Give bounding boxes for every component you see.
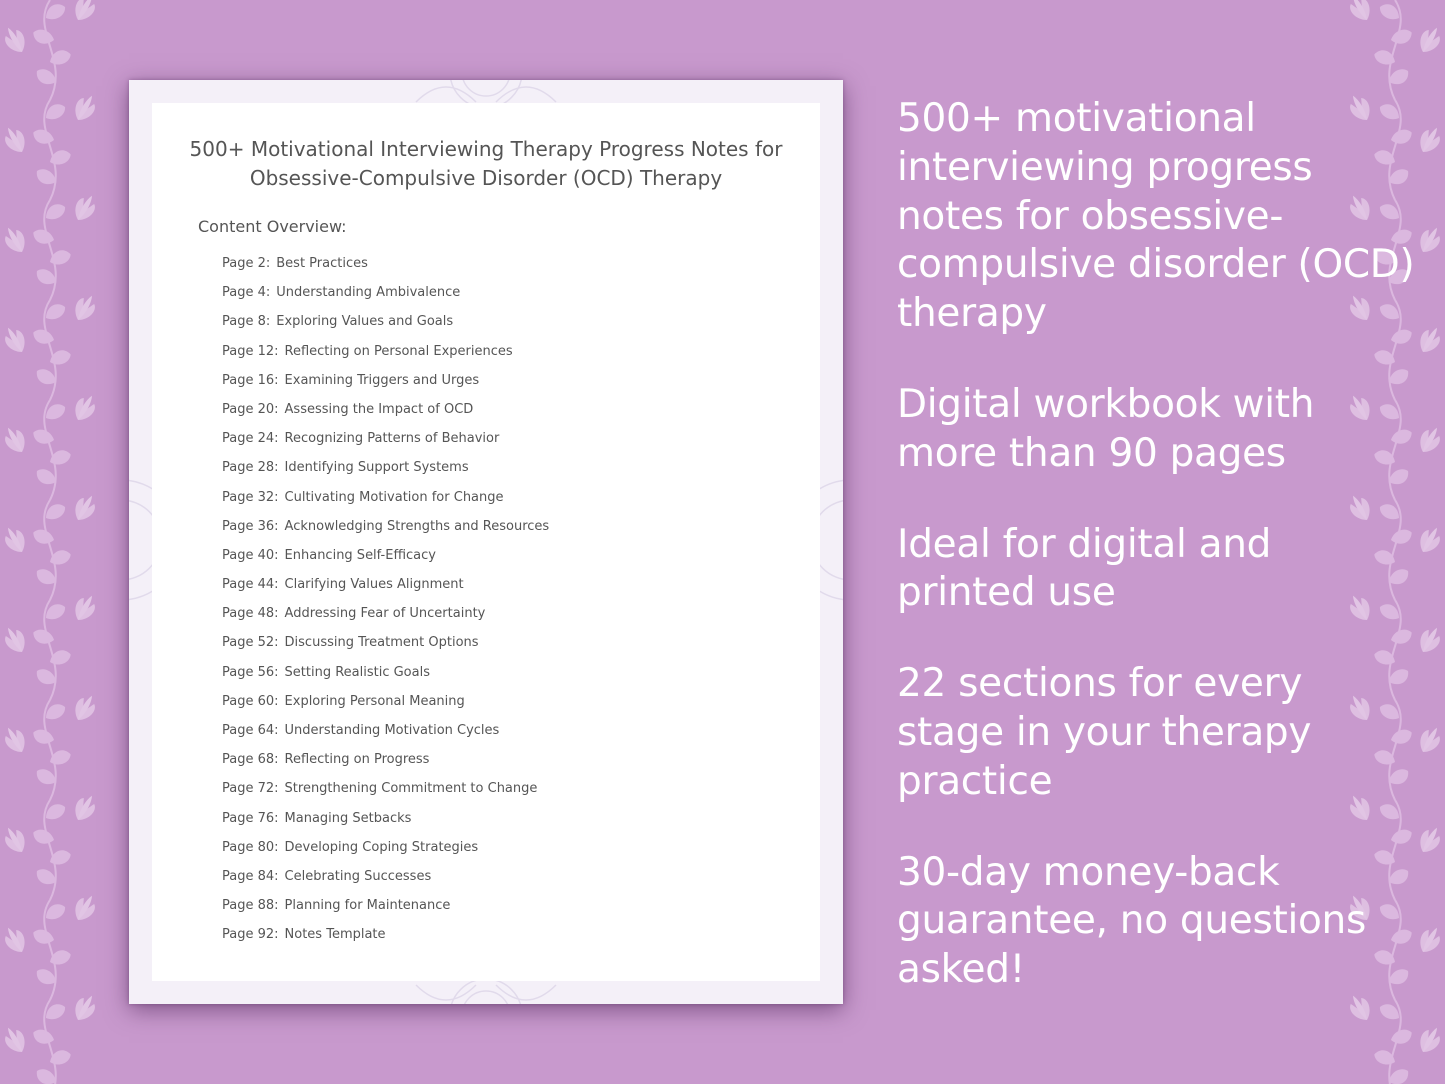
toc-section-label: Celebrating Successes [284, 868, 432, 884]
toc-page-number: Page 44: [222, 577, 279, 593]
toc-page-number: Page 88: [222, 898, 279, 914]
toc-page-number: Page 40: [222, 547, 279, 563]
document-title [152, 135, 820, 193]
toc-item [222, 691, 549, 720]
toc-item [222, 837, 549, 866]
toc-section-label: Recognizing Patterns of Behavior [284, 431, 500, 447]
toc-item [222, 428, 549, 457]
toc-section-label: Cultivating Motivation for Change [284, 489, 504, 505]
toc-item [222, 399, 549, 428]
toc-section-label: Assessing the Impact of OCD [284, 401, 474, 417]
toc-section-label: Best Practices [276, 256, 368, 271]
document-title-line-1: 500+ Motivational Interviewing Therapy Progress Notes for [189, 137, 783, 161]
toc-section-label: Identifying Support Systems [284, 460, 469, 476]
toc-page-number: Page 36: [222, 518, 279, 534]
toc-item [222, 866, 549, 895]
toc-item [222, 370, 549, 399]
toc-item [222, 311, 549, 340]
toc-section-label: Discussing Treatment Options [284, 635, 479, 651]
toc-item [222, 924, 549, 953]
feature-item: 30-day money-back guarantee, no questions asked! [897, 849, 1366, 993]
document-content [152, 103, 820, 981]
toc-page-number: Page 8: [222, 314, 271, 330]
toc-section-label: Clarifying Values Alignment [284, 577, 464, 593]
toc-item [222, 749, 549, 778]
document-page [129, 80, 843, 1004]
toc-page-number: Page 80: [222, 839, 279, 855]
document-title-line-2: Obsessive-Compulsive Disorder (OCD) Therapy [249, 166, 723, 190]
toc-section-label: Strengthening Commitment to Change [284, 781, 538, 797]
toc-item [222, 603, 549, 632]
toc-section-label: Understanding Motivation Cycles [284, 723, 500, 738]
toc-item [222, 545, 549, 574]
toc-page-number: Page 60: [222, 693, 279, 709]
toc-section-label: Planning for Maintenance [284, 898, 451, 914]
floral-vine-left-icon [0, 0, 100, 1084]
toc-section-label: Acknowledging Strengths and Resources [284, 518, 550, 534]
toc-page-number: Page 76: [222, 810, 279, 826]
toc-item [222, 632, 549, 661]
toc-page-number: Page 64: [222, 723, 279, 738]
toc-section-label: Managing Setbacks [284, 810, 412, 826]
toc-item [222, 457, 549, 486]
toc-page-number: Page 48: [222, 606, 279, 622]
feature-item: 500+ motivational interviewing progress notes for obsessive-compulsive disorder (OCD) therapy [897, 96, 1415, 337]
toc-page-number: Page 12: [222, 343, 279, 359]
toc-section-label: Setting Realistic Goals [284, 664, 430, 680]
toc-item [222, 574, 549, 603]
toc-page-number: Page 16: [222, 372, 279, 388]
toc-page-number: Page 4: [222, 285, 271, 301]
table-of-contents [222, 253, 549, 954]
toc-page-number: Page 52: [222, 635, 279, 651]
toc-page-number: Page 32: [222, 489, 279, 505]
toc-section-label: Exploring Personal Meaning [284, 693, 465, 709]
toc-item [222, 808, 549, 837]
toc-section-label: Examining Triggers and Urges [284, 372, 480, 388]
toc-section-label: Developing Coping Strategies [284, 839, 479, 855]
toc-page-number: Page 28: [222, 460, 279, 476]
toc-item [222, 895, 549, 924]
feature-item: 22 sections for every stage in your therapy practice [897, 661, 1312, 804]
toc-item [222, 720, 549, 749]
toc-page-number: Page 2: [222, 256, 271, 271]
toc-item [222, 778, 549, 807]
feature-list [897, 95, 1417, 1037]
toc-item [222, 487, 549, 516]
content-overview-heading: Content Overview: [198, 217, 347, 236]
toc-section-label: Exploring Values and Goals [276, 314, 454, 330]
toc-page-number: Page 24: [222, 431, 279, 447]
toc-section-label: Enhancing Self-Efficacy [284, 547, 436, 563]
toc-page-number: Page 92: [222, 927, 279, 943]
toc-section-label: Notes Template [284, 927, 386, 943]
toc-section-label: Reflecting on Progress [284, 752, 430, 768]
feature-item: Ideal for digital and printed use [897, 521, 1272, 616]
toc-item [222, 253, 549, 282]
toc-page-number: Page 56: [222, 664, 279, 680]
toc-page-number: Page 84: [222, 868, 279, 884]
toc-item [222, 516, 549, 545]
feature-item: Digital workbook with more than 90 pages [897, 381, 1315, 476]
toc-page-number: Page 68: [222, 752, 279, 768]
toc-section-label: Understanding Ambivalence [276, 285, 461, 301]
toc-section-label: Addressing Fear of Uncertainty [284, 606, 486, 622]
toc-item [222, 341, 549, 370]
toc-item [222, 282, 549, 311]
toc-section-label: Reflecting on Personal Experiences [284, 343, 513, 359]
toc-page-number: Page 72: [222, 781, 279, 797]
toc-item [222, 662, 549, 691]
toc-page-number: Page 20: [222, 401, 279, 417]
